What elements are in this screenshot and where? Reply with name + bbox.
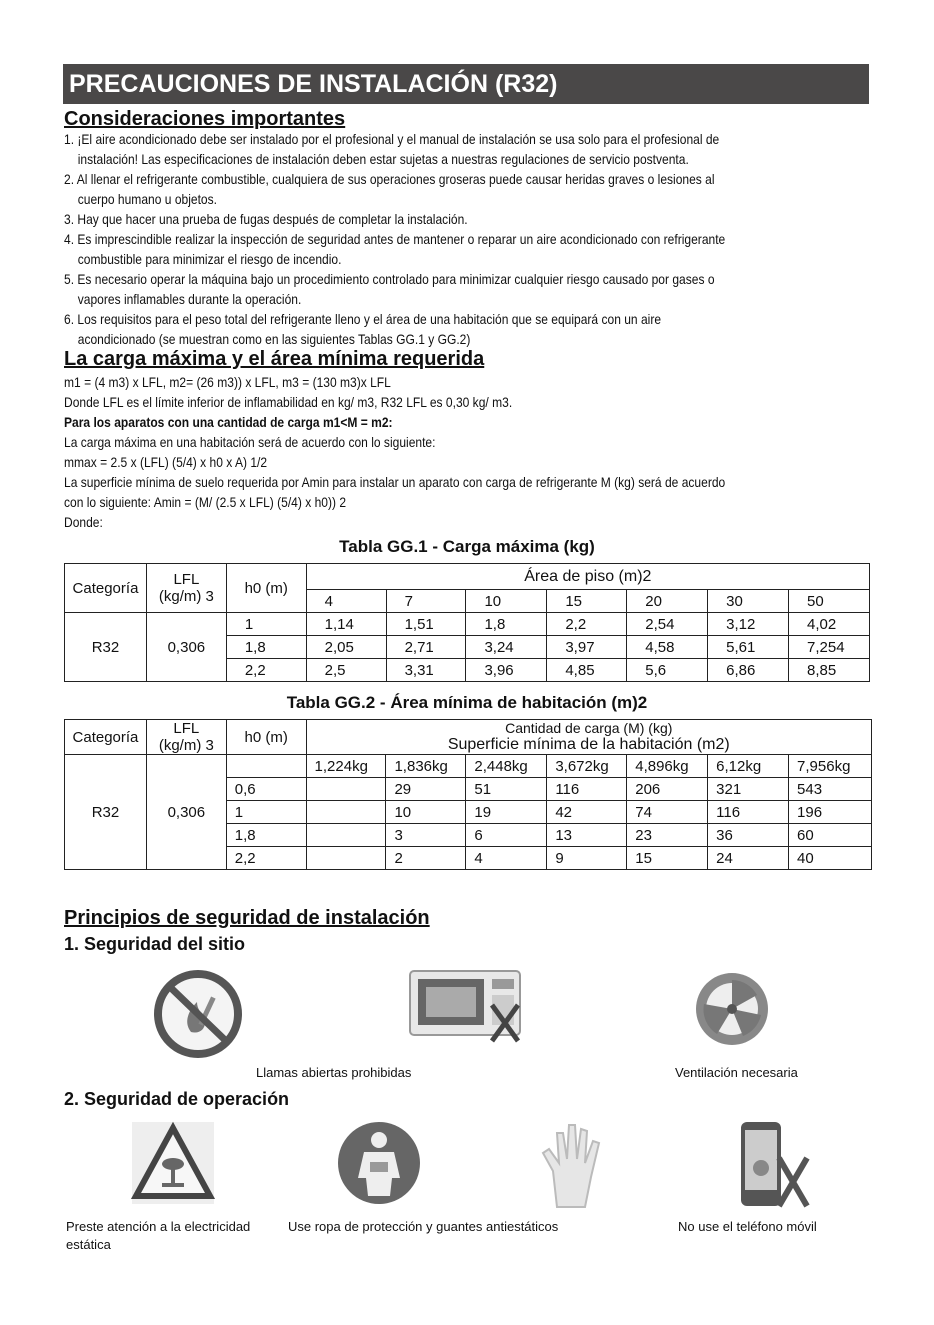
caption-protective-clothing: Use ropa de protección y guantes antiestáticos bbox=[288, 1219, 559, 1234]
table-cell: 1,836kg bbox=[386, 755, 466, 778]
list-item: 1. ¡El aire acondicionado debe ser instalado por el profesional y el manual de instalación se usa solo para el profesional de instalación! Las especificaciones de instalación deben estar sujetas a nuestras regulaciones de servicio postventa. 2. Al llenar el refrigerante combustible, cualquiera de sus operaciones groseras puede causar heridas graves o lesiones al cuerpo humano u objetos. 3. Hay que hacer una prueba de fugas después de completar la instalación. 4. Es imprescindible realizar la inspección de seguridad antes de mantener o reparar un aire acondicionado con refrigerante combustible para minimizar el riesgo de incendio. 5. Es necesario operar la máquina bajo un procedimiento controlado para minimizar cualquier riesgo causado por gases o vapores inflamables durante la operación. 6. Los requisitos para el peso total del refrigerante lleno y el área de una habitación que se equipará con un aire acondicionado (se muestran como en las siguientes Tablas GG.1 y GG.2) bbox=[64, 131, 726, 347]
table-cell: 2,71 bbox=[386, 636, 466, 659]
table-cell: 0,6 bbox=[226, 778, 306, 801]
table-cell: 1,8 bbox=[466, 613, 547, 636]
table-cell: 15 bbox=[547, 590, 627, 613]
table-cell: 1,224kg bbox=[306, 755, 386, 778]
table-cell: 23 bbox=[627, 824, 708, 847]
table-cell bbox=[306, 824, 386, 847]
table-cell: 2,448kg bbox=[466, 755, 547, 778]
table-row bbox=[65, 613, 870, 636]
table-cell: 42 bbox=[547, 801, 627, 824]
formula-amin: con lo siguiente: Amin = (M/ (2.5 x LFL) (5/4) x h0)) 2 bbox=[64, 494, 347, 510]
table-cell: 3,97 bbox=[547, 636, 627, 659]
ventilation-fan-icon bbox=[693, 970, 771, 1048]
table-cell: 4,85 bbox=[547, 659, 627, 682]
table-cell: 2 bbox=[386, 847, 466, 870]
table-cell: 1,8 bbox=[226, 824, 306, 847]
table-cell: 7,956kg bbox=[789, 755, 872, 778]
table-cell: 3,672kg bbox=[547, 755, 627, 778]
table-cell: 50 bbox=[789, 590, 870, 613]
table-cell: 1 bbox=[226, 613, 306, 636]
table-cell: 2,2 bbox=[226, 847, 306, 870]
table-cell: 196 bbox=[789, 801, 872, 824]
table-cell: 6,12kg bbox=[708, 755, 789, 778]
considerations-list bbox=[64, 129, 833, 349]
table-cell: 2,2 bbox=[547, 613, 627, 636]
table-cell: 30 bbox=[708, 590, 789, 613]
caption-open-flames: Llamas abiertas prohibidas bbox=[256, 1065, 412, 1080]
header-categoria: Categoría bbox=[65, 564, 147, 613]
table-cell: 3,24 bbox=[466, 636, 547, 659]
table-cell: 116 bbox=[547, 778, 627, 801]
table-cell: 20 bbox=[627, 590, 708, 613]
header-categoria: Categoría bbox=[65, 720, 147, 755]
table-cell bbox=[306, 778, 386, 801]
table-cell: 51 bbox=[466, 778, 547, 801]
table-cell: 1,14 bbox=[306, 613, 386, 636]
header-lfl: LFL (kg/m) 3 bbox=[146, 564, 226, 613]
table-cell bbox=[306, 801, 386, 824]
protective-clothing-icon bbox=[336, 1120, 422, 1206]
table-cell: 321 bbox=[708, 778, 789, 801]
header-h0: h0 (m) bbox=[226, 720, 306, 755]
table-gg1 bbox=[64, 563, 870, 682]
table-cell: 2,05 bbox=[306, 636, 386, 659]
table-cell: 13 bbox=[547, 824, 627, 847]
table-cell: 3,12 bbox=[708, 613, 789, 636]
table-cell: 8,85 bbox=[789, 659, 870, 682]
table-cell: 4,58 bbox=[627, 636, 708, 659]
table-cell: R32 bbox=[65, 613, 147, 682]
maxload-intro: La carga máxima en una habitación será de acuerdo con lo siguiente: bbox=[64, 434, 436, 450]
table-cell bbox=[306, 847, 386, 870]
caption-ventilation: Ventilación necesaria bbox=[675, 1065, 798, 1080]
considerations-heading: Consideraciones importantes bbox=[64, 108, 346, 130]
maxload-formulas bbox=[64, 372, 833, 532]
table-cell: 15 bbox=[627, 847, 708, 870]
table-cell: 543 bbox=[789, 778, 872, 801]
caption-mobile-phone: No use el teléfono móvil bbox=[678, 1219, 817, 1234]
table-cell: 24 bbox=[708, 847, 789, 870]
table-cell: 116 bbox=[708, 801, 789, 824]
table-cell: 4,896kg bbox=[627, 755, 708, 778]
table2-caption: Tabla GG.2 - Área mínima de habitación (m)2 bbox=[286, 693, 648, 712]
charge-condition: Para los aparatos con una cantidad de carga m1<M = m2: bbox=[64, 414, 393, 430]
caption-static-electricity: Preste atención a la electricidad estática bbox=[66, 1219, 251, 1252]
table-cell: 74 bbox=[627, 801, 708, 824]
formula-m: m1 = (4 m3) x LFL, m2= (26 m3)) x LFL, m3 = (130 m3)x LFL bbox=[64, 374, 391, 390]
table-cell: 1,8 bbox=[226, 636, 306, 659]
table-cell: 2,2 bbox=[226, 659, 306, 682]
maxload-heading: La carga máxima y el área mínima requerida bbox=[64, 348, 485, 370]
table-cell: R32 bbox=[65, 755, 147, 870]
amin-intro: La superficie mínima de suelo requerida por Amin para instalar un aparato con carga de refrigerante M (kg) será de acuerdo bbox=[64, 474, 726, 490]
antistatic-gloves-icon bbox=[535, 1115, 615, 1211]
table-cell: 36 bbox=[708, 824, 789, 847]
operation-safety-heading: 2. Seguridad de operación bbox=[64, 1089, 290, 1109]
table-cell: 2,54 bbox=[627, 613, 708, 636]
header-lfl: LFL (kg/m) 3 bbox=[146, 720, 226, 755]
header-area: Área de piso (m)2 bbox=[306, 564, 869, 590]
table-cell: 10 bbox=[386, 801, 466, 824]
table1-caption: Tabla GG.1 - Carga máxima (kg) bbox=[339, 537, 595, 556]
table-cell: 6,86 bbox=[708, 659, 789, 682]
table-cell: 2,5 bbox=[306, 659, 386, 682]
table-cell: 60 bbox=[789, 824, 872, 847]
no-open-flame-icon bbox=[153, 970, 243, 1058]
table-cell: 6 bbox=[466, 824, 547, 847]
table-row bbox=[65, 755, 872, 778]
principles-heading: Principios de seguridad de instalación bbox=[64, 907, 430, 929]
page-title: PRECAUCIONES DE INSTALACIÓN (R32) bbox=[63, 64, 869, 104]
microwave-crossed-icon bbox=[408, 967, 524, 1045]
table-cell: 3,31 bbox=[386, 659, 466, 682]
table-cell: 0,306 bbox=[146, 613, 226, 682]
table-cell: 1 bbox=[226, 801, 306, 824]
table-cell: 1,51 bbox=[386, 613, 466, 636]
table-gg2 bbox=[64, 719, 872, 870]
table-cell: 29 bbox=[386, 778, 466, 801]
table-cell: 40 bbox=[789, 847, 872, 870]
table-cell bbox=[226, 755, 306, 778]
table-cell: 4 bbox=[306, 590, 386, 613]
header-charge: Cantidad de carga (M) (kg) Superficie mínima de la habitación (m2) bbox=[306, 720, 871, 755]
table-cell: 0,306 bbox=[146, 755, 226, 870]
lfl-definition: Donde LFL es el límite inferior de inflamabilidad en kg/ m3, R32 LFL es 0,30 kg/ m3. bbox=[64, 394, 513, 410]
mobile-phone-crossed-icon bbox=[735, 1118, 811, 1210]
table-cell: 4 bbox=[466, 847, 547, 870]
table-cell: 5,61 bbox=[708, 636, 789, 659]
table-cell: 3 bbox=[386, 824, 466, 847]
table-cell: 5,6 bbox=[627, 659, 708, 682]
table-cell: 7,254 bbox=[789, 636, 870, 659]
table-cell: 206 bbox=[627, 778, 708, 801]
table-cell: 4,02 bbox=[789, 613, 870, 636]
table-cell: 7 bbox=[386, 590, 466, 613]
static-electricity-warning-icon bbox=[130, 1120, 216, 1206]
header-h0: h0 (m) bbox=[226, 564, 306, 613]
table-cell: 9 bbox=[547, 847, 627, 870]
site-safety-heading: 1. Seguridad del sitio bbox=[64, 934, 246, 954]
formula-mmax: mmax = 2.5 x (LFL) (5/4) x h0 x A) 1/2 bbox=[64, 454, 268, 470]
donde-label: Donde: bbox=[64, 514, 103, 530]
table-cell: 3,96 bbox=[466, 659, 547, 682]
table-cell: 10 bbox=[466, 590, 547, 613]
table-cell: 19 bbox=[466, 801, 547, 824]
